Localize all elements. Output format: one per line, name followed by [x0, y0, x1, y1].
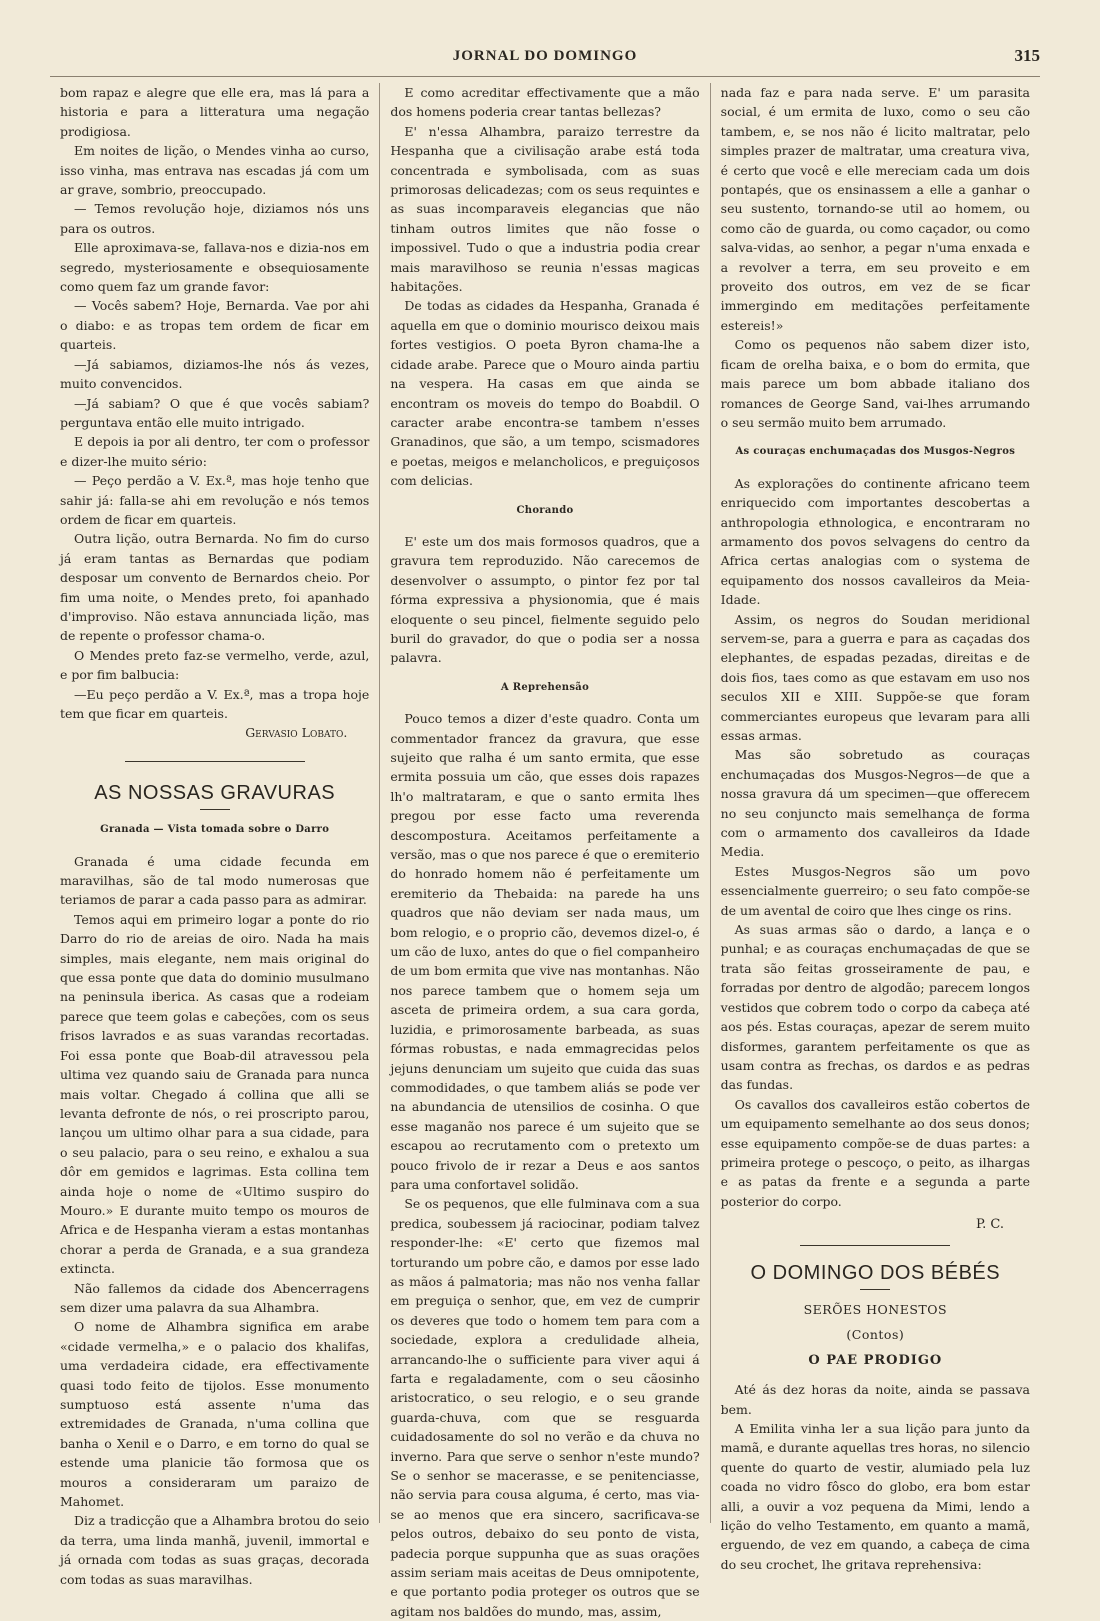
paragraph: E' este um dos mais formosos quadros, que a gravura tem reproduzido. Não carecemos de desenvolver o assumpto, o pintor fez por tal fórma expressiva a physionomia, que é mais eloquente o seu pincel, fielmente seguido pelo buril do gravador, do que o podia ser a nossa palavra.	[390, 533, 700, 666]
paragraph: — Temos revolução hoje, diziamos nós uns para os outros.	[60, 201, 370, 236]
journal-title: JORNAL DO DOMINGO	[452, 48, 638, 64]
author-signature: Gervasio Lobato.	[245, 725, 348, 741]
paragraph: As suas armas são o dardo, a lança e o punhal; e as couraças enchumaçadas de que se trata são feitas grosseiramente de pau, e forradas por dentro de algodão; parecem longos vestidos que cobrem todo o corpo da cabeça até aos pés. Estas couraças, apezar de serem muito disformes, garantem perfeitamente os que as usam contra as frechas, os dardos e as pedras das fundas.	[720, 922, 1030, 1093]
page-number: 315	[1014, 46, 1040, 65]
author-initials: P. C.	[975, 1217, 1004, 1233]
column-3	[710, 83, 1040, 1572]
paragraph: Elle aproximava-se, fallava-nos e dizia-nos em segredo, mysteriosamente e obsequiosamente como quem faz um grande favor:	[60, 240, 370, 295]
paragraph: —Já sabiam? O que é que vocês sabiam? perguntava então elle muito intrigado.	[60, 395, 370, 430]
paragraph: E' n'essa Alhambra, paraizo terrestre da Hespanha que a civilisação arabe está toda concentrada e symbolisada, com as suas primorosas delicadezas; com os seus requintes e as suas incomparaveis elegancias que não tinham outros limites que não fosse o impossivel. Tudo o que a industria podia crear mais maravilhoso se reunia n'essas magicas habitações.	[390, 123, 700, 295]
paragraph: Em noites de lição, o Mendes vinha ao curso, isso vinha, mas entrava nas escadas já com um ar grave, sombrio, preoccupado.	[60, 143, 370, 198]
paragraph: —Eu peço perdão a V. Ex.ª, mas a tropa hoje tem que ficar em quarteis.	[60, 686, 370, 721]
section-divider	[800, 1245, 950, 1246]
paragraph: — Vocês sabem? Hoje, Bernarda. Vae por ahi o diabo: e as tropas tem ordem de ficar em quarteis.	[60, 298, 370, 353]
paragraph: — Peço perdão a V. Ex.ª, mas hoje tenho que sahir já: falla-se ahi em revolução e nós temos ordem de ficar em quarteis.	[60, 473, 370, 527]
paragraph: nada faz e para nada serve. E' um parasita social, é um ermita de luxo, como o seu cão tambem, e, se nos não é licito maltratar, pelo simples prazer de maltratar, uma creatura viva, é certo que você e elle mereciam cada um dois pontapés, que os ensinassem a elle a ganhar o seu sustento, tornando-se util ao homem, ou como cão de guarda, ou como caçador, ou como salva-vidas, ao senhor, a pegar n'uma enxada e a revolver a terra, em seu proveito e em proveito dos outros, em vez de se ficar immergindo em meditações perfeitamente estereis!»	[720, 85, 1030, 333]
paragraph: Assim, os negros do Soudan meridional servem-se, para a guerra e para as caçadas dos elephantes, de espadas pezadas, direitas e de dois fios, taes como as que estavam em uso nos seculos XII e XIII. Suppõe-se que foram commerciantes europeus que levaram para alli essas armas.	[720, 611, 1030, 743]
paragraph: Estes Musgos-Negros são um povo essencialmente guerreiro; o seu fato compõe-se de um avental de coiro que lhes cinge os rins.	[720, 863, 1030, 918]
paragraph: O nome de Alhambra significa em arabe «cidade vermelha,» e o palacio dos khalifas, uma verdadeira cidade, era effectivamente quasi todo feito de tijolos. Esse monumento sumptuoso está assente n'uma das extremidades de Granada, n'uma collina que banha o Xenil e o Darro, e em torno do qual se estende uma planicie tão formosa que os mouros a consideraram um paraizo de Mahomet.	[60, 1319, 370, 1510]
paragraph: Como os pequenos não sabem dizer isto, ficam de orelha baixa, e o bom do ermita, que mais parece um bom abbade italiano dos romances de George Sand, vai-lhes arrumando o seu sermão muito bem arrumado.	[720, 337, 1030, 430]
column-1	[50, 83, 379, 1587]
paragraph: Se os pequenos, que elle fulminava com a sua predica, soubessem já raciocinar, podiam talvez responder-lhe: «E' certo que fizemos mal torturando um pobre cão, e damos por esse lado as mãos á palmatoria; mas não nos venha fallar em preguiça o senhor, que, em vez de cumprir os deveres que todo o homem tem para com a sociedade, explora a credulidade alheia, arrancando-lhe o sufficiente para viver aqui á farta e regaladamente, com o seu cãosinho aristocratico, o seu relogio, e o seu grande guarda-chuva, com que se resguarda cuidadosamente do sol no verão e da chuva no inverno. Para que serve o senhor n'este mundo? Se o senhor se macerasse, e se penitenciasse, não servia para cousa alguma, é certo, mas via-se ao menos que era sincero, sacrificava-se pelos outros, debaixo do seu ponto de vista, padecia porque suppunha que as suas orações assim seriam mais aceitas de Deus omnipotente, e que portanto podia proteger os outros que se agitam nos baldões do mundo, mas, assim,	[390, 1196, 700, 1619]
paragraph: bom rapaz e alegre que elle era, mas lá para a historia e para a litteratura uma negação prodigiosa.	[60, 85, 370, 139]
paragraph: E depois ia por ali dentro, ter com o professor e dizer-lhe muito sério:	[60, 434, 370, 469]
paragraph: O Mendes preto faz-se vermelho, verde, azul, e por fim balbucia:	[60, 647, 370, 683]
paragraph: Diz a tradicção que a Alhambra brotou do seio da terra, uma linda manhã, juvenil, immortal e já ornada com todas as suas graças, decorada com todas as suas maravilhas.	[60, 1513, 370, 1587]
paragraph: Mas são sobretudo as couraças enchumaçadas dos Musgos-Negros—de que a nossa gravura dá um specimen—que offerecem no seu conjuncto mais semelhança de forma com o armamento dos cavalleiros da Idade Media.	[720, 747, 1030, 860]
title-underline	[200, 809, 230, 810]
series-title: SERÕES HONESTOS	[803, 1301, 948, 1317]
subtitle-couracas: As couraças enchumaçadas dos Musgos-Negros	[735, 446, 1016, 458]
paragraph: Temos aqui em primeiro logar a ponte do rio Darro do rio de areias de oiro. Nada ha mais simples, mais elegante, nem mais original do que essa ponte que data do dominio musulmano na peninsula iberica. As casas que a rodeiam parece que teem golas e cabeções, com os seus frisos lavrados e as suas varandas recortadas. Foi essa ponte que Boab-dil atravessou pela ultima vez quando saiu de Granada para nunca mais voltar. Chegado á collina que alli se levanta defronte de nós, o rei proscripto parou, lançou um ultimo olhar para a sua cidade, para o seu palacio, para o seu reino, e exhalou a sua dôr em gemidos e lagrimas. Esta collina tem ainda hoje o nome de «Ultimo suspiro do Mouro.» E durante muito tempo os mouros de Africa e de Hespanha vieram a estas montanhas chorar a perda de Granada, e a sua grandeza extincta.	[60, 911, 370, 1277]
subtitle-reprehensao: A Reprehensão	[500, 681, 590, 693]
column-2	[379, 83, 709, 1619]
paragraph: De todas as cidades da Hespanha, Granada é aquella em que o dominio mourisco deixou mais fortes vestigios. O poeta Byron chama-lhe a cidade arabe. Parece que o Mouro ainda partiu na vespera. Ha casas em que ainda se encontram os moveis do tempo do Boabdil. O caracter arabe encontra-se tambem n'esses Granadinos, que são, a um tempo, scismadores e poetas, meigos e melancholicos, e preguiçosos com delicias.	[390, 298, 700, 489]
running-header	[50, 40, 1040, 77]
paragraph: Granada é uma cidade fecunda em maravilhas, são de tal modo numerosas que teriamos de parar a cada passo para as admirar.	[60, 853, 370, 908]
section-title-domingo-bebes: O DOMINGO DOS BÉBÉS	[750, 1261, 1001, 1284]
section-divider	[125, 761, 305, 762]
series-subtitle: (Contos)	[846, 1327, 905, 1343]
subtitle-chorando: Chorando	[516, 504, 574, 516]
engraving-title-granada: Granada — Vista tomada sobre o Darro	[100, 824, 330, 836]
paragraph: A Emilita vinha ler a sua lição para junto da mamã, e durante aquellas tres horas, no silencio quente do quarto de vestir, alumiado pela luz coada no vidro fôsco do globo, era bom estar alli, a ouvir a voz pequena da Mimi, lendo a lição do velho Testamento, em quanto a mamã, erguendo, de vez em quando, a cabeça de cima do seu crochet, lhe gritava reprehensiva:	[720, 1421, 1030, 1572]
section-title-gravuras: AS NOSSAS GRAVURAS	[94, 781, 336, 804]
paragraph: Até ás dez horas da noite, ainda se passava bem.	[720, 1382, 1030, 1417]
paragraph: Os cavallos dos cavalleiros estão cobertos de um equipamento semelhante ao dos seus donos; esse equipamento compõe-se de duas partes: a primeira protege o pescoço, o peito, as ilhargas e as patas da frente e a segunda a parte posterior do corpo.	[720, 1096, 1030, 1209]
paragraph: Não fallemos da cidade dos Abencerragens sem dizer uma palavra da sua Alhambra.	[60, 1280, 370, 1315]
paragraph: Outra lição, outra Bernarda. No fim do curso já eram tantas as Bernardas que podiam desposar um convento de Bernardos cheio. Por fim uma noite, o Mendes preto, foi apanhado d'improviso. Não estava annunciada lição, mas de repente o professor chama-o.	[60, 531, 370, 644]
story-title: O PAE PRODIGO	[808, 1352, 943, 1368]
columns	[50, 83, 1040, 1619]
paragraph: As explorações do continente africano teem enriquecido com importantes descobertas a anthropologia ethnologica, e encontraram no armamento dos povos selvagens do centro da Africa certas analogias com o systema de equipamento dos nossos cavalleiros da Meia-Idade.	[720, 475, 1030, 608]
paragraph: Pouco temos a dizer d'este quadro. Conta um commentador francez da gravura, que esse sujeito que ralha é um santo ermita, que esse ermita possuia um cão, que esses dois rapazes lh'o maltrataram, e que o santo ermita lhes pregou por esse facto uma reverenda descompostura. Aceitamos perfeitamente a versão, mas o que nos parece é que o eremiterio do honrado homem não é perfeitamente um eremiterio da Thebaida: na parede ha uns quadros que não deviam ser nada maus, um bom relogio, e o proprio cão, devemos dizel-o, é um cão de luxo, antes do que o fiel companheiro de um bom ermita que vive nas montanhas. Não nos parece tambem que o homem seja um asceta de primeira ordem, a sua cara gorda, luzidia, e primorosamente barbeada, as suas fórmas robustas, e nada emmagrecidas pelos jejuns denunciam um sujeito que cuida das suas commodidades, o que tambem aliás se pode ver na abundancia de utensilios de cosinha. O que esse maganão nos parece é um sujeito que se escapou ao recrutamento com o pretexto um pouco frivolo de ir rezar a Deus e aos santos para uma confortavel solidão.	[390, 711, 700, 1192]
paragraph: E como acreditar effectivamente que a mão dos homens poderia crear tantas bellezas?	[390, 85, 700, 120]
paragraph: —Já sabiamos, diziamos-lhe nós ás vezes, muito convencidos.	[60, 356, 370, 392]
title-underline	[860, 1289, 890, 1290]
